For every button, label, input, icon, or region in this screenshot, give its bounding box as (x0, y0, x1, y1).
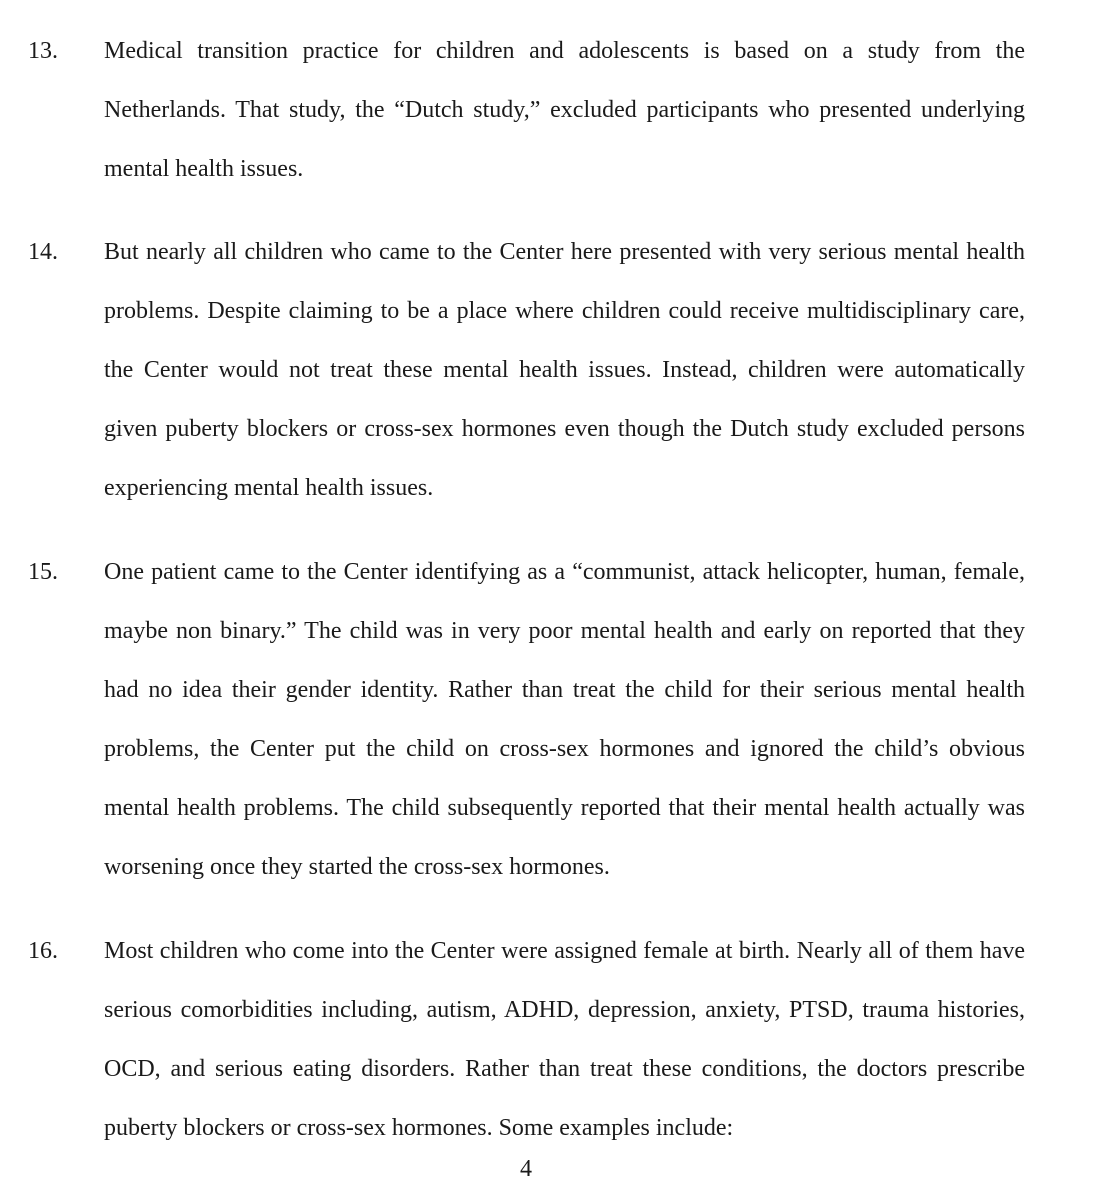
paragraph-text: Most children who come into the Center were assigned female at birth. Nearly all of them have serious comorbidities including, autism, ADHD, depression, anxiety, PTSD, trauma histories, OCD, and serious eating disorders. Rather than treat these conditions, the doctors prescribe puberty blockers or cross-sex hormones. Some examples include: (104, 938, 1025, 1141)
paragraph-text: Medical transition practice for children and adolescents is based on a study from the Netherlands. That study, the “Dutch study,” excluded participants who presented underlying mental health issues. (104, 38, 1025, 182)
page-number: 4 (520, 1156, 532, 1182)
paragraph-number: 13. (28, 38, 58, 64)
paragraph-text: But nearly all children who came to the Center here presented with very serious mental health problems. Despite claiming to be a place where children could receive multidisciplinary care, the Center would not treat these mental health issues. Instead, children were automatically given puberty blockers or cross-sex hormones even though the Dutch study excluded persons experiencing mental health issues. (104, 239, 1025, 501)
paragraph-number: 15. (28, 559, 58, 585)
paragraph-number: 14. (28, 239, 58, 265)
paragraph-text: One patient came to the Center identifying as a “communist, attack helicopter, human, female, maybe non binary.” The child was in very poor mental health and early on reported that they had no idea their gender identity. Rather than treat the child for their serious mental health problems, the Center put the child on cross-sex hormones and ignored the child’s obvious mental health problems. The child subsequently reported that their mental health actually was worsening once they started the cross-sex hormones. (104, 559, 1025, 880)
paragraph-number: 16. (28, 938, 58, 964)
